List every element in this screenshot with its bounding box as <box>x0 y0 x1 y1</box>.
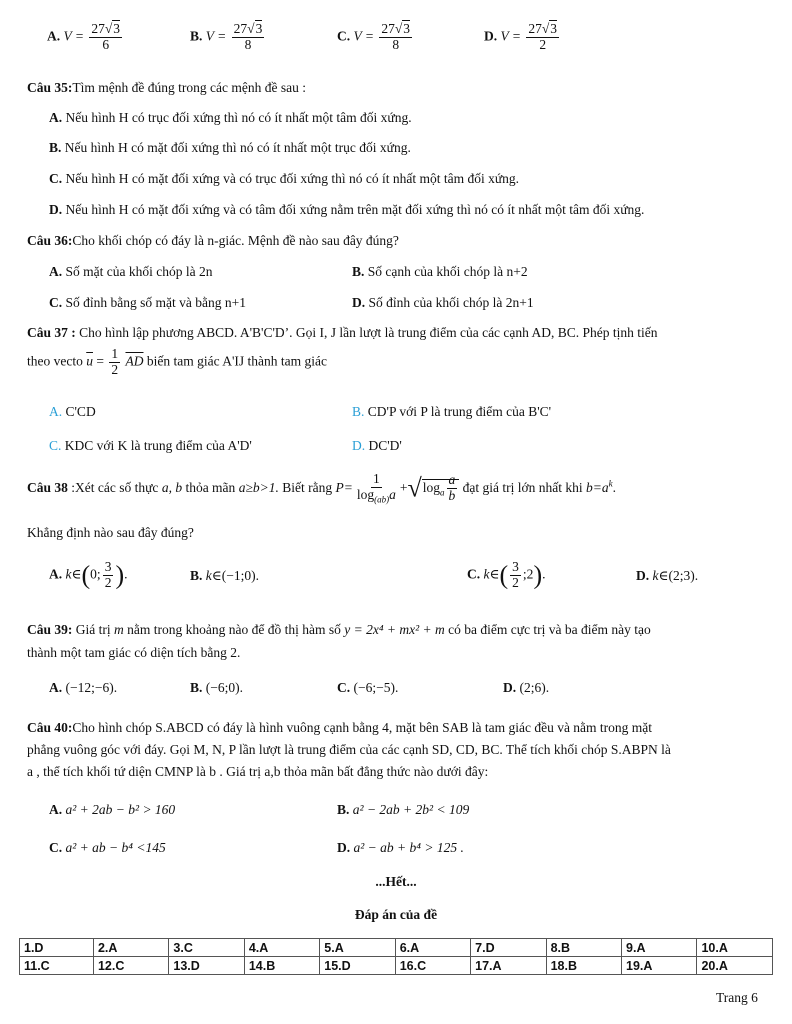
q37-option-a: A. C'CD <box>49 404 96 419</box>
q40-option-a: A. a² + 2ab − b² > 160 <box>49 802 176 817</box>
table-row <box>20 957 773 975</box>
answer-cell: 3.C <box>169 939 244 957</box>
q35-stem: Câu 35:Tìm mệnh đề đúng trong các mệnh đề sau : <box>27 80 306 95</box>
q38-option-d: D. k∈(2;3). <box>636 568 699 583</box>
q39-option-d: D. (2;6). <box>503 680 550 695</box>
answer-cell: 18.B <box>546 957 621 975</box>
answer-cell: 2.A <box>93 939 168 957</box>
q39-option-c: C. (−6;−5). <box>337 680 399 695</box>
q34-option-c: C. V = $\frac{27√3}{8}$ <box>337 21 411 52</box>
answer-cell: 11.C <box>20 957 94 975</box>
answer-cell: 12.C <box>93 957 168 975</box>
answer-cell: 17.A <box>471 957 546 975</box>
answer-cell: 1.D <box>20 939 94 957</box>
q40-option-d: D. a² − ab + b⁴ > 125 . <box>337 840 464 855</box>
q36-option-b: B. Số cạnh của khối chóp là n+2 <box>352 264 528 279</box>
q37-option-b: B. CD'P với P là trung điểm của B'C' <box>352 404 552 419</box>
answer-key-table <box>19 938 773 975</box>
q38-stem-line1: Câu 38 :Xét các số thực a, b thỏa mãn a≥b>1. Biết rằng P= $\frac{1}{\log_{(ab)}a}$ $+√\log_a$ $\frac{a}{b}$ đạt giá trị lớn nhất khi $b=a^k$. <box>27 471 617 505</box>
q37-stem-line1: Câu 37 : Cho hình lập phương ABCD. A'B'C'D’. Gọi I, J lần lượt là trung điểm của các cạnh AD, BC. Phép tịnh tiến <box>27 325 658 340</box>
q40-stem-line3: a , thể tích khối tứ diện CMNP là b . Giá trị a,b thỏa mãn bất đẳng thức nào dưới đây: <box>27 764 489 779</box>
answer-cell: 16.C <box>395 957 470 975</box>
q35-option-b: B. Nếu hình H có mặt đối xứng thì nó có ít nhất một trục đối xứng. <box>49 140 411 155</box>
q36-option-c: C. Số đỉnh bằng số mặt và bằng n+1 <box>49 295 246 310</box>
q38-option-a: A. k∈(0; $\frac{3}{2}$ ). <box>49 559 128 590</box>
q40-stem-line2: phẳng vuông góc với đáy. Gọi M, N, P lần lượt là trung điểm của các cạnh SD, CD, BC. Thể tích khối chóp S.ABPN là <box>27 742 671 757</box>
q34-option-d: D. V = $\frac{27√3}{2}$ <box>484 21 558 52</box>
q34-option-b: B. V = $\frac{27√3}{8}$ <box>190 21 263 52</box>
answer-cell: 8.B <box>546 939 621 957</box>
table-row <box>20 939 773 957</box>
q36-option-d: D. Số đỉnh của khối chóp là 2n+1 <box>352 295 534 310</box>
answer-cell: 19.A <box>622 957 697 975</box>
q36-option-a: A. Số mặt của khối chóp là 2n <box>49 264 213 279</box>
q39-stem-line1: Câu 39: Giá trị m nằm trong khoảng nào để đồ thị hàm số y = 2x⁴ + mx² + m có ba điểm cực trị và ba điểm này tạo <box>27 622 651 637</box>
q40-stem-line1: Câu 40:Cho hình chóp S.ABCD có đáy là hình vuông cạnh bằng 4, mặt bên SAB là tam giác đều và nằm trong mặt <box>27 720 653 735</box>
answer-cell: 10.A <box>697 939 773 957</box>
answer-cell: 7.D <box>471 939 546 957</box>
q38-option-c: C. k∈( $\frac{3}{2}$ ;2). <box>467 559 546 590</box>
q35-option-a: A. Nếu hình H có trục đối xứng thì nó có ít nhất một tâm đối xứng. <box>49 110 412 125</box>
q37-option-d: D. DC'D' <box>352 438 402 453</box>
q37-option-c: C. KDC với K là trung điểm của A'D' <box>49 438 252 453</box>
q34-option-a: A. V = $\frac{27√3}{6}$ <box>47 21 121 52</box>
q39-option-a: A. (−12;−6). <box>49 680 118 695</box>
q35-option-d: D. Nếu hình H có mặt đối xứng và có tâm đối xứng nằm trên mặt đối xứng thì nó có ít nhất một tâm đối xứng. <box>49 202 645 217</box>
answer-cell: 4.A <box>244 939 319 957</box>
q39-stem-line2: thành một tam giác có diện tích bằng 2. <box>27 645 241 660</box>
answer-cell: 13.D <box>169 957 244 975</box>
answer-cell: 15.D <box>320 957 395 975</box>
page-number: Trang 6 <box>716 990 758 1005</box>
q39-option-b: B. (−6;0). <box>190 680 243 695</box>
q40-option-c: C. a² + ab − b⁴ <145 <box>49 840 166 855</box>
answer-cell: 9.A <box>622 939 697 957</box>
answer-cell: 5.A <box>320 939 395 957</box>
end-marker: ...Hết... <box>375 874 417 889</box>
q40-option-b: B. a² − 2ab + 2b² < 109 <box>337 802 470 817</box>
answer-cell: 20.A <box>697 957 773 975</box>
answer-cell: 6.A <box>395 939 470 957</box>
q38-option-b: B. k∈(−1;0). <box>190 568 259 583</box>
answer-key-title: Đáp án của đề <box>354 907 438 922</box>
answer-cell: 14.B <box>244 957 319 975</box>
q35-option-c: C. Nếu hình H có mặt đối xứng và có trục đối xứng thì nó có ít nhất một tâm đối xứng. <box>49 171 520 186</box>
q36-stem: Câu 36:Cho khối chóp có đáy là n-giác. Mệnh đề nào sau đây đúng? <box>27 233 399 248</box>
q37-stem-line2: theo vecto $\overline{u}$ = $\frac{1}{2}$ $\overline{AD}$ biến tam giác A'IJ thành tam giác <box>27 346 327 377</box>
q38-stem-line2: Khẳng định nào sau đây đúng? <box>27 525 194 540</box>
